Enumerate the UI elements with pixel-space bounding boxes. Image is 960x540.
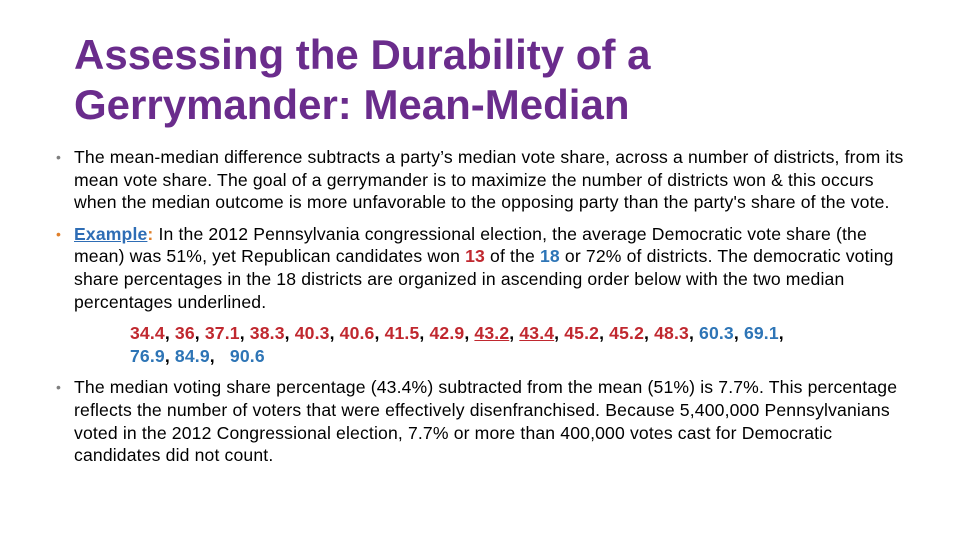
district-percentage: 38.3 [249, 323, 285, 344]
separator: , [374, 323, 385, 344]
separator: , [419, 323, 430, 344]
separator: , [599, 323, 610, 344]
district-percentage: 84.9 [174, 345, 210, 366]
separator: , [209, 345, 230, 366]
separator: , [239, 323, 250, 344]
median-percentage: 43.4 [519, 323, 555, 344]
separator: , [164, 323, 175, 344]
separator: , [554, 323, 565, 344]
district-percentage: 40.6 [339, 323, 375, 344]
separator: , [194, 323, 205, 344]
district-percentage: 48.3 [654, 323, 689, 344]
separator: , [329, 323, 340, 344]
districts-won-count: 13 [465, 246, 485, 267]
district-percentage: 90.6 [229, 345, 265, 366]
separator: , [509, 323, 520, 344]
separator: , [284, 323, 295, 344]
districts-total-count: 18 [539, 246, 560, 267]
bullet-disenfranchisement [56, 376, 906, 466]
district-percentage: 40.3 [294, 323, 330, 344]
bullet-dot-icon: • [56, 225, 62, 242]
district-percentage: 60.3 [699, 323, 734, 344]
bullet-dot-icon: • [56, 379, 62, 396]
district-percentage: 45.2 [564, 323, 600, 344]
separator: , [733, 323, 744, 344]
separator: , [464, 323, 475, 344]
bullet-example [56, 223, 906, 313]
district-percentage: 41.5 [384, 323, 420, 344]
bullet-dot-icon: • [56, 149, 62, 165]
separator: , [688, 323, 700, 344]
district-percentage: 37.1 [204, 323, 240, 344]
slide-body [56, 146, 906, 476]
bullet-text: The mean-median difference subtracts a party’s median vote share, across a number of districts, from its mean vote share. The goal of a gerrymander is to maximize the number of districts won & this occurs when the median outcome is more unfavorable to the opposing party than the party's share of the vote. [74, 147, 904, 213]
slide-title: Assessing the Durability of a Gerrymander: Mean-Median [74, 31, 651, 128]
median-percentage: 43.2 [474, 323, 510, 344]
vote-share-percentages [56, 322, 906, 367]
bullet-text: The median voting share percentage (43.4%) subtracted from the mean (51%) is 7.7%. This percentage reflects the number of voters that were effectively disenfranchised. Because 5,400,000 Pennsylvanians voted in the 2012 Congressional election, 7.7% or more than 400,000 votes cast for Democratic candidates did not count. [74, 377, 898, 466]
bullet-mean-median-definition [56, 146, 906, 214]
separator: , [164, 345, 175, 366]
example-colon: : [147, 223, 154, 244]
district-percentage: 42.9 [429, 323, 465, 344]
example-text-c: or 72% of districts. The democratic voting share percentages in the 18 districts are organized in ascending order below with the two median percentages underlined. [74, 246, 894, 312]
example-text-b: of the [484, 246, 540, 267]
district-percentage: 36 [174, 323, 195, 344]
example-text-a: In the 2012 Pennsylvania congressional election, the average Democratic vote share (the mean) was 51%, yet Republican candidates won [74, 223, 867, 267]
separator: , [778, 323, 784, 344]
separator: , [644, 323, 655, 344]
example-label: Example [74, 223, 148, 244]
district-percentage: 76.9 [130, 345, 165, 366]
district-percentage: 45.2 [609, 323, 645, 344]
district-percentage: 69.1 [743, 323, 779, 344]
district-percentage: 34.4 [130, 323, 165, 344]
